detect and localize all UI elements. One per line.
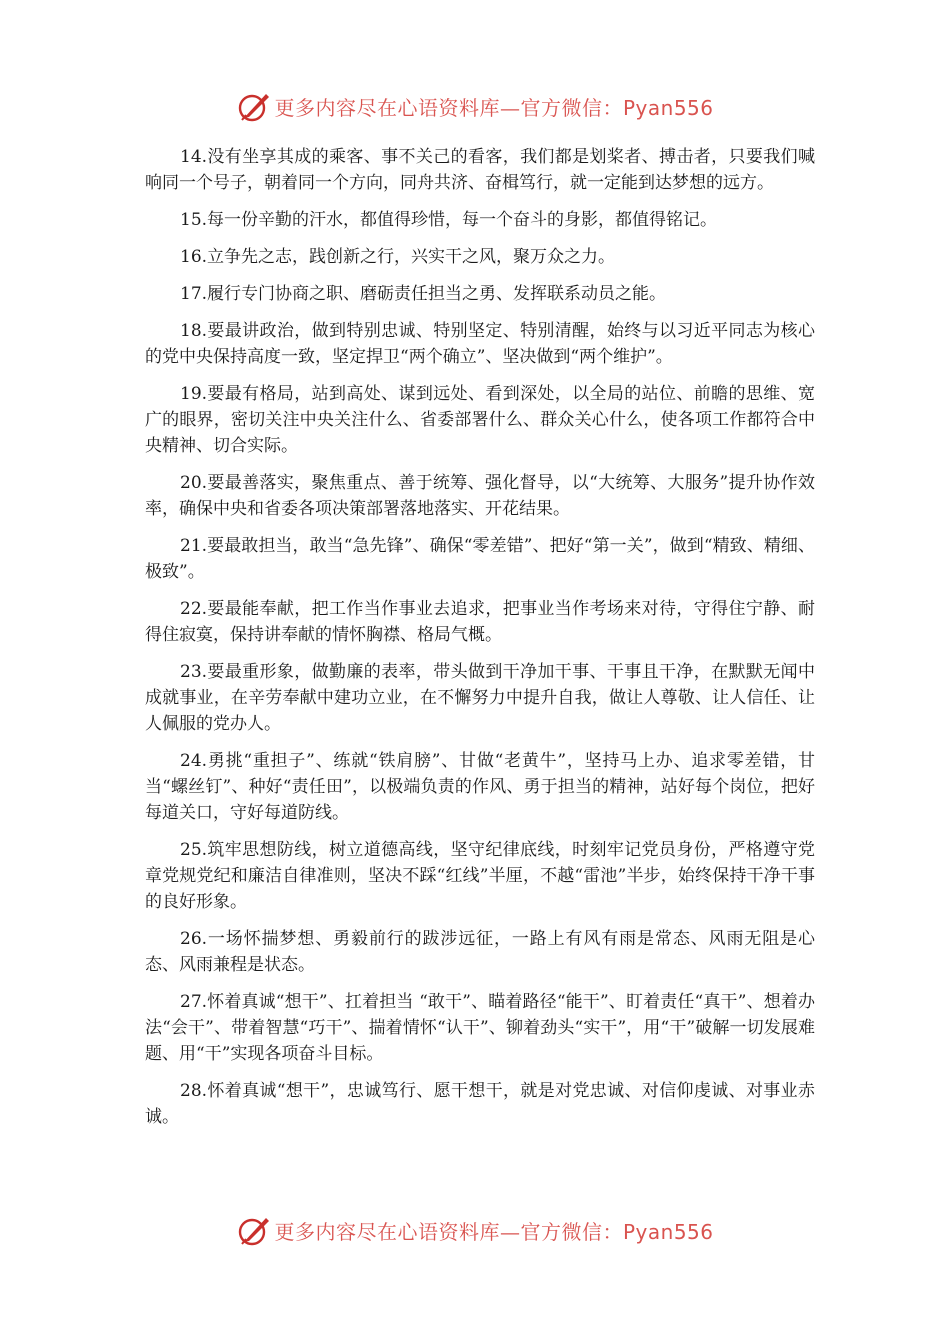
paragraph-25: 25.筑牢思想防线，树立道德高线，坚守纪律底线，时刻牢记党员身份，严格遵守党章党规党纪和廉洁自律准则，坚决不踩“红线”半厘，不越“雷池”半步，始终保持干净干事的良好形象。 — [145, 840, 815, 912]
banner-wechat-label: 官方微信： — [520, 95, 623, 120]
paragraph-21: 21.要最敢担当，敢当“急先锋”、确保“零差错”、把好“第一关”，做到“精致、精细、极致”。 — [145, 536, 815, 582]
paragraph-24: 24.勇挑“重担子”、练就“铁肩膀”、甘做“老黄牛”，坚持马上办、追求零差错，甘当“螺丝钉”、种好“责任田”，以极端负责的作风、勇于担当的精神，站好每个岗位，把好每道关口，守好每道防线。 — [145, 751, 815, 823]
quill-logo-icon — [236, 88, 272, 124]
banner-site-name: 更多内容尽在心语资料库 — [274, 95, 500, 120]
paragraph-28: 28.怀着真诚“想干”，忠诚笃行、愿干想干，就是对党忠诚、对信仰虔诚、对事业赤诚。 — [145, 1081, 815, 1127]
quill-logo-icon — [236, 1212, 272, 1248]
banner-site-name: 更多内容尽在心语资料库 — [274, 1219, 500, 1244]
paragraph-26: 26.一场怀揣梦想、勇毅前行的跋涉远征，一路上有风有雨是常态、风雨无阻是心态、风雨兼程是状态。 — [145, 929, 815, 975]
paragraph-22: 22.要最能奉献，把工作当作事业去追求，把事业当作考场来对待，守得住宁静、耐得住寂寞，保持讲奉献的情怀胸襟、格局气概。 — [145, 599, 815, 645]
paragraph-15: 15.每一份辛勤的汗水，都值得珍惜，每一个奋斗的身影，都值得铭记。 — [180, 210, 718, 230]
footer-banner — [0, 1212, 950, 1248]
paragraph-23: 23.要最重形象，做勤廉的表率，带头做到干净加干事、干事且干净，在默默无闻中成就事业，在辛劳奉献中建功立业，在不懈努力中提升自我，做让人尊敬、让人信任、让人佩服的党办人。 — [145, 662, 815, 734]
paragraph-14: 14.没有坐享其成的乘客、事不关己的看客，我们都是划桨者、搏击者，只要我们喊响同一个号子，朝着同一个方向，同舟共济、奋楫笃行，就一定能到达梦想的远方。 — [145, 147, 815, 193]
paragraph-20: 20.要最善落实，聚焦重点、善于统筹、强化督导，以“大统筹、大服务”提升协作效率，确保中央和省委各项决策部署落地落实、开花结果。 — [145, 473, 815, 519]
header-banner — [0, 88, 950, 124]
paragraph-27: 27.怀着真诚“想干”、扛着担当 “敢干”、瞄着路径“能干”、盯着责任“真干”、想着办法“会干”、带着智慧“巧干”、揣着情怀“认干”、铆着劲头“实干”，用“干”破解一切发展难题、用“干”实现各项奋斗目标。 — [145, 992, 815, 1064]
banner-text — [274, 1216, 713, 1245]
banner-wechat-id: Pyan556 — [622, 1219, 714, 1244]
paragraph-19: 19.要最有格局，站到高处、谋到远处、看到深处，以全局的站位、前瞻的思维、宽广的眼界，密切关注中央关注什么、省委部署什么、群众关心什么，使各项工作都符合中央精神、切合实际。 — [145, 384, 815, 456]
document-body — [145, 144, 815, 1141]
banner-wechat-label: 官方微信： — [520, 1219, 623, 1244]
banner-dash: — — [499, 95, 521, 120]
paragraph-18: 18.要最讲政治，做到特别忠诚、特别坚定、特别清醒，始终与以习近平同志为核心的党中央保持高度一致，坚定捍卫“两个确立”、坚决做到“两个维护”。 — [145, 321, 815, 367]
banner-text — [274, 92, 713, 121]
paragraph-16: 16.立争先之志，践创新之行，兴实干之风，聚万众之力。 — [180, 247, 616, 267]
paragraph-17: 17.履行专门协商之职、磨砺责任担当之勇、发挥联系动员之能。 — [180, 284, 667, 304]
banner-dash: — — [499, 1219, 521, 1244]
banner-wechat-id: Pyan556 — [622, 95, 714, 120]
